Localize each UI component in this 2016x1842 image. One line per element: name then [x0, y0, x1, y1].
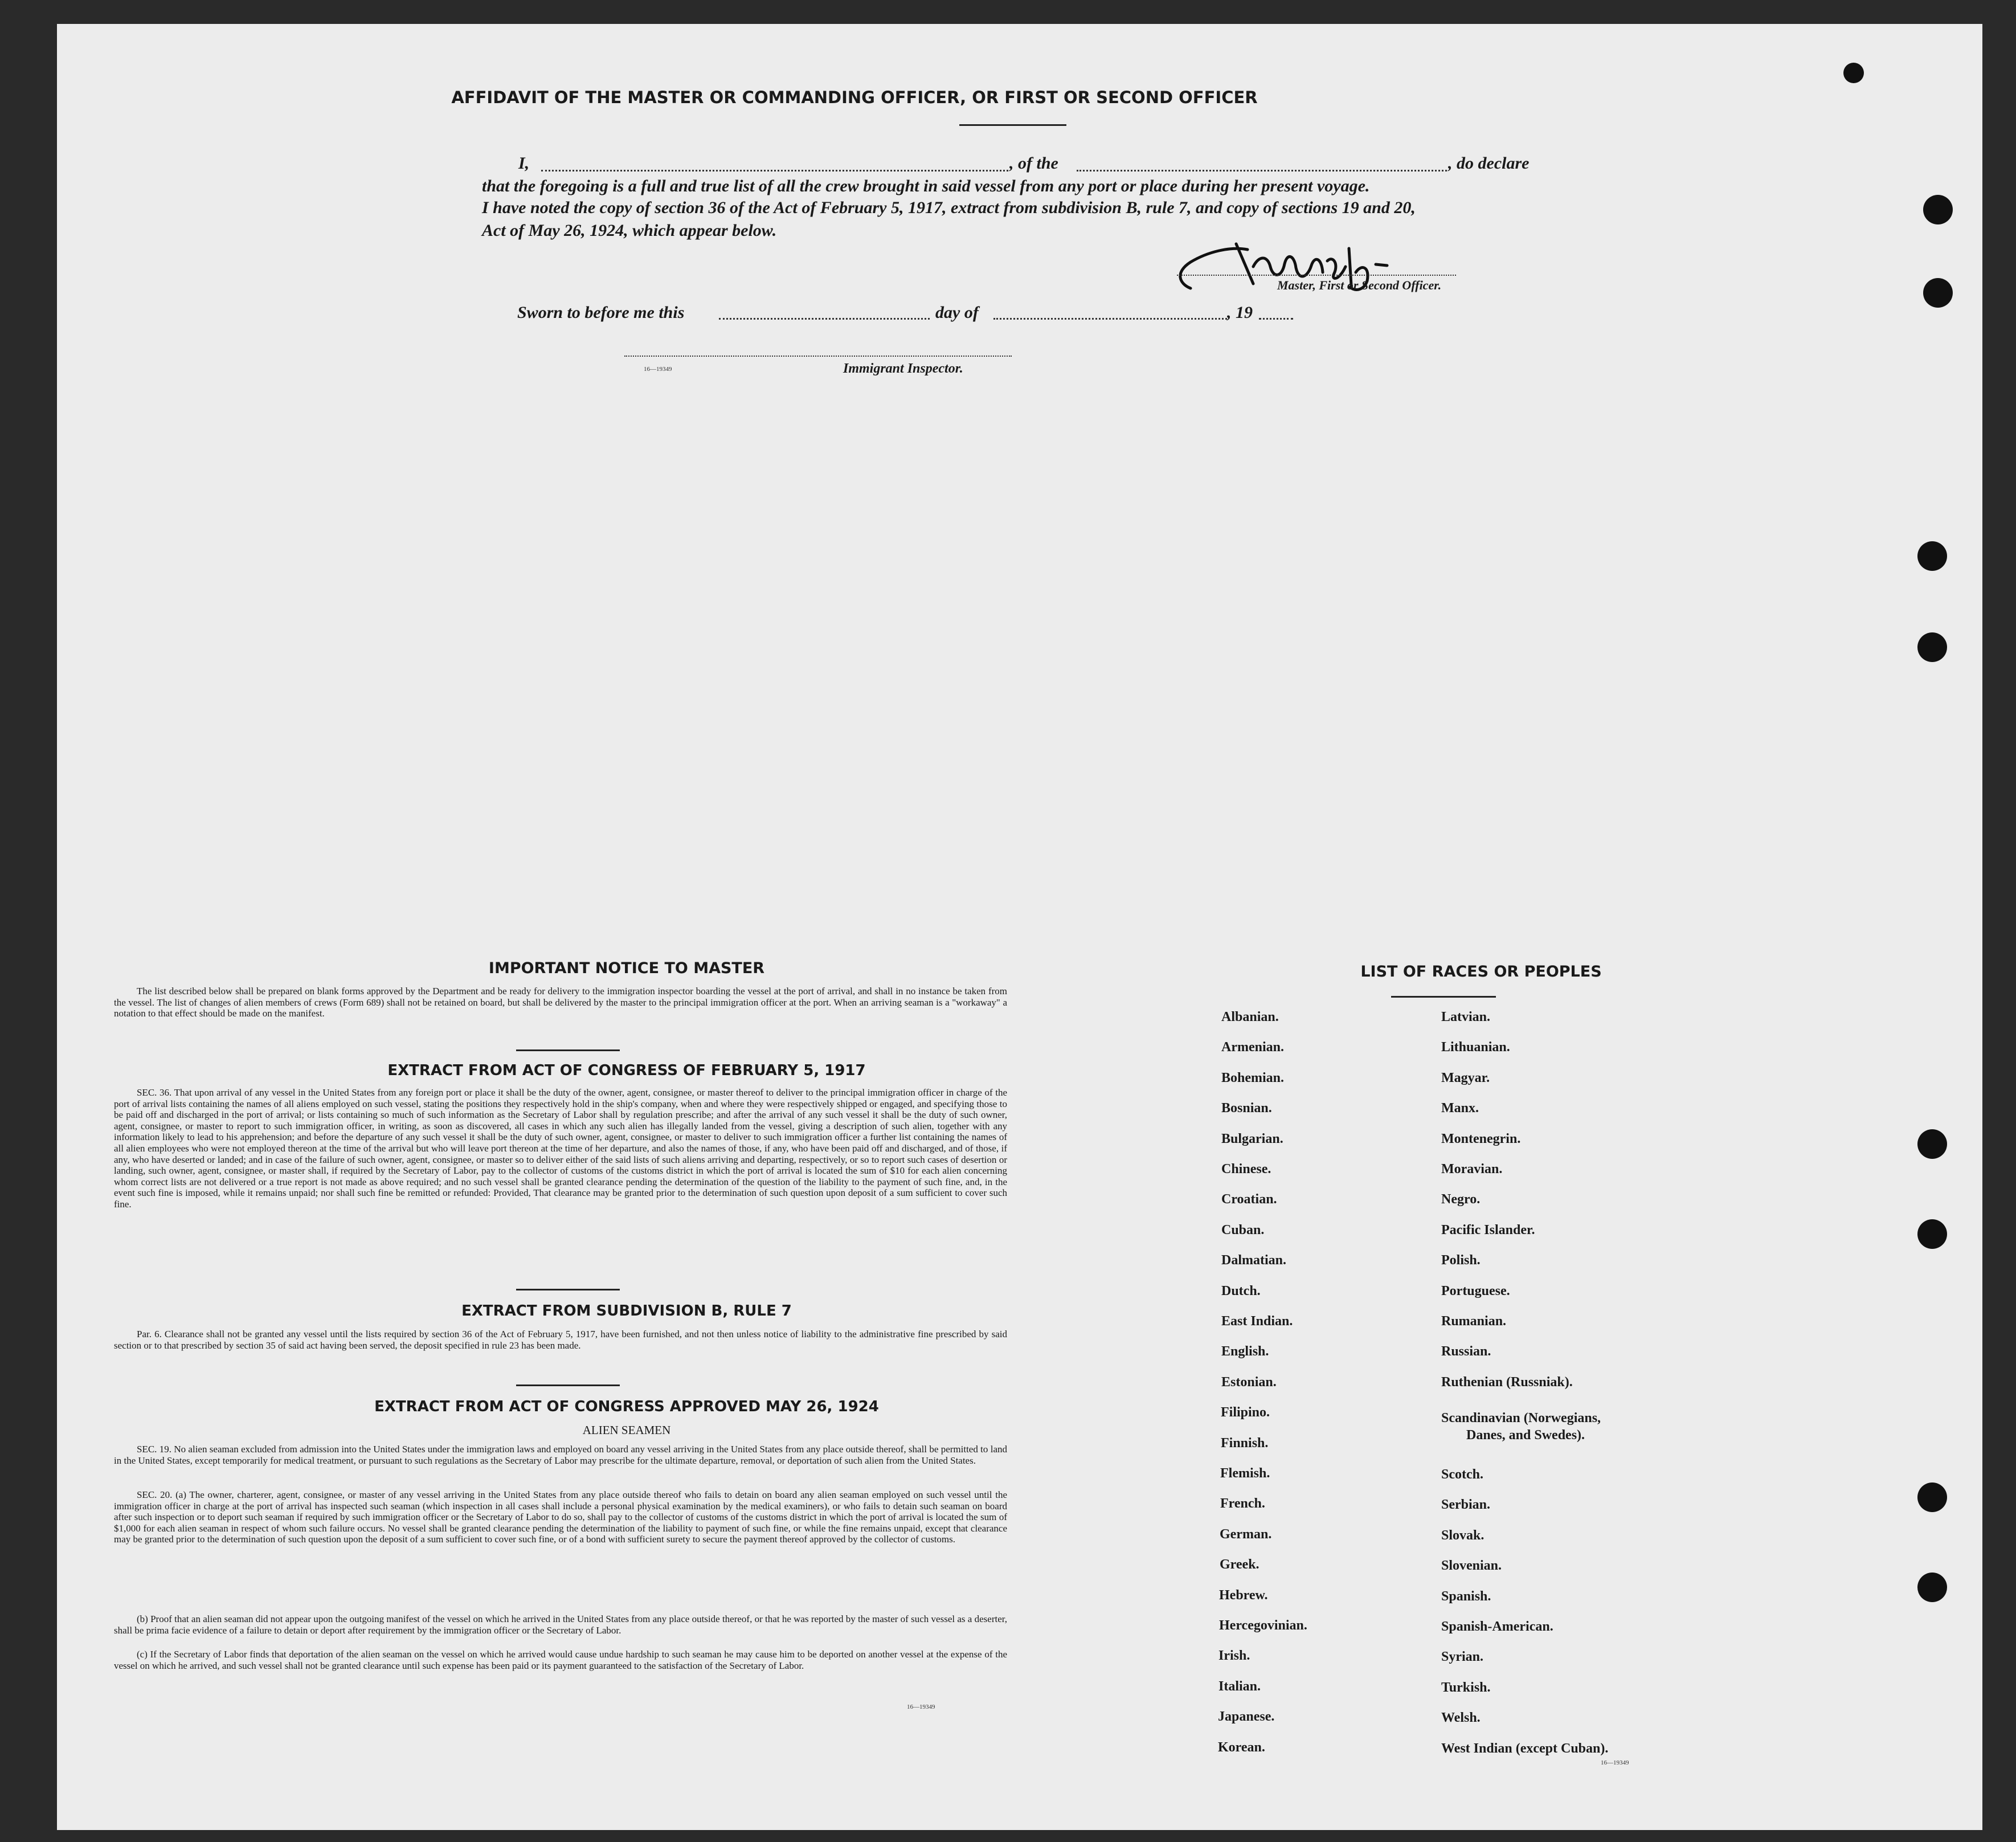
race-item: Dutch. — [1221, 1284, 1261, 1298]
race-item: Syrian. — [1441, 1649, 1484, 1664]
race-item: Chinese. — [1221, 1162, 1271, 1177]
affidavit-line-3: I have noted the copy of section 36 of the Act of February 5, 1917, extract from subdivision B, rule 7, and copy of sections 19 and 20, — [482, 198, 1416, 217]
name-blank — [541, 170, 1008, 171]
race-item: English. — [1221, 1344, 1269, 1359]
sec19-body: SEC. 19. No alien seaman excluded from admission into the United States under the immigration laws and employed on board any vessel arriving in the United States from any place outside thereof, shall be permitted to land in the United States, except temporarily for medical treatment, or pursuant to such regulations as the Secretary of Labor may prescribe for the ultimate departure, removal, or deportation of such alien from the United States. — [114, 1444, 1007, 1466]
race-item: Italian. — [1218, 1679, 1261, 1694]
race-item: Albanian. — [1221, 1010, 1279, 1024]
race-item: Estonian. — [1221, 1375, 1277, 1390]
race-item: Portuguese. — [1441, 1284, 1510, 1298]
race-item: German. — [1220, 1527, 1272, 1542]
binder-hole — [1917, 1573, 1947, 1602]
race-item: Negro. — [1441, 1192, 1481, 1207]
race-item: French. — [1220, 1496, 1265, 1511]
race-item: Polish. — [1441, 1253, 1481, 1268]
binder-hole — [1917, 1219, 1947, 1249]
affidavit-title: AFFIDAVIT OF THE MASTER OR COMMANDING OFFICER, OR FIRST OR SECOND OFFICER — [451, 88, 1258, 107]
inspector-signature-line — [624, 356, 1012, 357]
race-item: Japanese. — [1218, 1709, 1275, 1724]
sworn-day-of: day of — [935, 303, 979, 322]
race-item: Bosnian. — [1221, 1101, 1272, 1116]
divider — [959, 124, 1066, 126]
notice-title: IMPORTANT NOTICE TO MASTER — [488, 959, 765, 977]
rule7-body: Par. 6. Clearance shall not be granted any vessel until the lists required by section 36 of the Act of February 5, 1917, have been furnished, and not then unless notice of liability to the administrative fine prescribed by said section or to that prescribed by section 35 of said act having been served, the deposit specified in rule 23 has been made. — [114, 1329, 1007, 1351]
race-item: Bohemian. — [1221, 1071, 1285, 1085]
race-item: Greek. — [1220, 1557, 1260, 1572]
race-item: Moravian. — [1441, 1162, 1503, 1177]
race-item: Croatian. — [1221, 1192, 1277, 1207]
race-item: Danes, and Swedes). — [1466, 1428, 1585, 1443]
affidavit-of-the: , of the — [1009, 154, 1058, 173]
affidavit-do-declare: , do declare — [1448, 154, 1530, 173]
extract-1917-body: SEC. 36. That upon arrival of any vessel in the United States from any foreign port or place it shall be the duty of the owner, agent, consignee, or master thereof to deliver to the principal immigration officer in charge of the port of arrival lists containing the names of all aliens employed on such vessel, stating the positions they respectively hold in the ship's company, when and where they were respectively shipped or engaged, and specifying those to be paid off and discharged in the port of arrival; or lists containing so much of such information as the Secretary of Labor shall by regulation prescribe; and after the arrival of any such vessel it shall be the duty of such owner, agent, consignee, or master to report to such immigration officer, in writing, as soon as discovered, all cases in which any such alien has illegally landed from the vessel, giving a description of such alien, together with any information likely to lead to his apprehension; and before the departure of any such vessel it shall be the duty of such owner, agent, consignee, or master to deliver to such immigration officer a further list containing the names of all alien employees who were not employed thereon at the time of the arrival but who will leave port thereon at the time of her departure, and also the names of those, if any, who have been paid off and discharged, and of those, if any, who have deserted or landed; and in case of the failure of such owner, agent, consignee, or master so to deliver either of the said lists of such aliens arriving and departing, respectively, or so to report such cases of desertion or landing, such owner, agent, consignee, or master shall, if required by the Secretary of Labor, pay to the collector of customs of the customs district in which the port of arrival is located the sum of $10 for each alien concerning whom correct lists are not delivered or a true report is not made as above required; and no such vessel shall be granted clearance pending the determination of the question of the liability to the payment of such fine, and, in the event such fine is imposed, while it remains unpaid; nor shall such fine be remitted or refunded: Provided, That clearance may be granted prior to the determination of such question upon deposit of a sum sufficient to cover such fine. — [114, 1087, 1007, 1210]
binder-hole — [1917, 632, 1947, 662]
affidavit-line-4: Act of May 26, 1924, which appear below. — [482, 221, 777, 240]
race-item: Flemish. — [1220, 1466, 1270, 1481]
race-item: West Indian (except Cuban). — [1441, 1741, 1609, 1756]
race-item: Pacific Islander. — [1441, 1223, 1535, 1237]
race-item: Cuban. — [1221, 1223, 1265, 1237]
binder-hole — [1917, 1482, 1947, 1512]
divider — [516, 1384, 620, 1386]
sworn-prefix: Sworn to before me this — [517, 303, 685, 322]
document-page — [57, 24, 1982, 1830]
extract-1917-title: EXTRACT FROM ACT OF CONGRESS OF FEBRUARY 5, 1917 — [387, 1062, 866, 1079]
race-item: Scotch. — [1441, 1467, 1483, 1482]
binder-hole — [1923, 195, 1953, 224]
sec20a-body: SEC. 20. (a) The owner, charterer, agent, consignee, or master of any vessel arriving in the United States from any place outside thereof who fails to detain on board any alien seaman employed on such vessel until the immigration officer in charge at the port of arrival has inspected such seaman (which inspection in all cases shall include a personal physical examination by the medical examiners), or who fails to detain such seaman on board after such inspection or to deport such seaman if required by such immigration officer or the Secretary of Labor to do so, shall pay to the collector of customs of the customs district in which the port of arrival is located the sum of $1,000 for each alien seaman in respect of whom such failure occurs. No vessel shall be granted clearance pending the determination of the liability to payment of such fine, or while the fine remains unpaid, except that clearance may be granted prior to the determination of such question upon the deposit of a sum sufficient to cover such fine, or of a bond with sufficient surety to secure the payment thereof approved by the collector of customs. — [114, 1489, 1007, 1545]
race-item: Turkish. — [1441, 1680, 1491, 1695]
affidavit-line-2: that the foregoing is a full and true list of all the crew brought in said vessel from any port or place during her present voyage. — [482, 177, 1370, 195]
extract-form-number: 16—19349 — [907, 1704, 935, 1710]
race-item: Magyar. — [1441, 1071, 1490, 1085]
sworn-day-blank — [719, 318, 930, 320]
signature-line — [1177, 275, 1456, 276]
race-item: Korean. — [1218, 1740, 1265, 1755]
affidavit-form-number: 16—19349 — [644, 366, 672, 373]
sworn-year-blank — [1259, 318, 1293, 320]
race-item: Scandinavian (Norwegians, — [1441, 1411, 1601, 1426]
race-item: Serbian. — [1441, 1497, 1491, 1512]
race-item: Spanish-American. — [1441, 1619, 1553, 1634]
sworn-month-blank — [993, 318, 1227, 320]
sec20b-body: (b) Proof that an alien seaman did not appear upon the outgoing manifest of the vessel on which he arrived in the United States from any place outside thereof, or that he was reported by the master of such vessel as a deserter, shall be prima facie evidence of a failure to detain or deport after requirement by the immigration officer or the Secretary of Labor. — [114, 1614, 1007, 1636]
binder-hole — [1917, 1129, 1947, 1159]
race-item: Ruthenian (Russniak). — [1441, 1375, 1573, 1390]
races-title: LIST OF RACES OR PEOPLES — [1360, 963, 1602, 981]
race-item: Hercegovinian. — [1219, 1618, 1307, 1633]
rule7-title: EXTRACT FROM SUBDIVISION B, RULE 7 — [461, 1302, 792, 1320]
binder-hole — [1917, 541, 1947, 571]
race-item: Russian. — [1441, 1344, 1491, 1359]
race-item: Dalmatian. — [1221, 1253, 1286, 1268]
extract-1924-title: EXTRACT FROM ACT OF CONGRESS APPROVED MAY 26, 1924 — [374, 1398, 879, 1415]
divider — [516, 1049, 620, 1051]
race-item: Hebrew. — [1219, 1588, 1268, 1603]
divider — [1391, 996, 1496, 998]
signature-label: Master, First or Second Officer. — [1277, 278, 1442, 292]
race-item: Slovak. — [1441, 1528, 1485, 1543]
race-item: Bulgarian. — [1221, 1132, 1283, 1146]
race-item: Spanish. — [1441, 1589, 1491, 1604]
binder-hole — [1923, 278, 1953, 308]
race-item: Welsh. — [1441, 1710, 1481, 1725]
notice-body: The list described below shall be prepared on blank forms approved by the Department and be ready for delivery to the immigration inspector boarding the vessel at the port of arrival, and shall in no instance be taken from the vessel. The list of changes of alien members of crews (Form 689) shall not be retained on board, but shall be delivered by the master to the principal immigration officer at the port. When an arriving seaman is a "workaway" a notation to that effect should be made on the manifest. — [114, 986, 1007, 1019]
race-item: Irish. — [1218, 1648, 1250, 1663]
alien-seamen-subtitle: ALIEN SEAMEN — [582, 1423, 671, 1437]
sworn-year: , 19 — [1227, 303, 1253, 322]
race-item: Montenegrin. — [1441, 1132, 1521, 1146]
race-item: Slovenian. — [1441, 1558, 1502, 1573]
race-item: Manx. — [1441, 1101, 1479, 1116]
affidavit-i: I, — [518, 154, 530, 173]
binder-hole — [1843, 63, 1864, 83]
inspector-label: Immigrant Inspector. — [843, 361, 963, 376]
race-item: Finnish. — [1221, 1436, 1269, 1451]
race-item: Rumanian. — [1441, 1314, 1507, 1329]
race-item: Armenian. — [1221, 1040, 1284, 1055]
races-form-number: 16—19349 — [1601, 1759, 1629, 1766]
race-item: Filipino. — [1221, 1405, 1270, 1420]
vessel-blank — [1077, 170, 1447, 171]
divider — [516, 1289, 620, 1290]
race-item: Lithuanian. — [1441, 1040, 1510, 1055]
race-item: Latvian. — [1441, 1010, 1491, 1024]
sec20c-body: (c) If the Secretary of Labor finds that deportation of the alien seaman on the vessel on which he arrived would cause undue hardship to such seaman he may cause him to be deported on another vessel at the expense of the vessel on which he arrived, and such vessel shall not be granted clearance until such expense has been paid or its payment guaranteed to the satisfaction of the Secretary of Labor. — [114, 1649, 1007, 1671]
race-item: East Indian. — [1221, 1314, 1293, 1329]
